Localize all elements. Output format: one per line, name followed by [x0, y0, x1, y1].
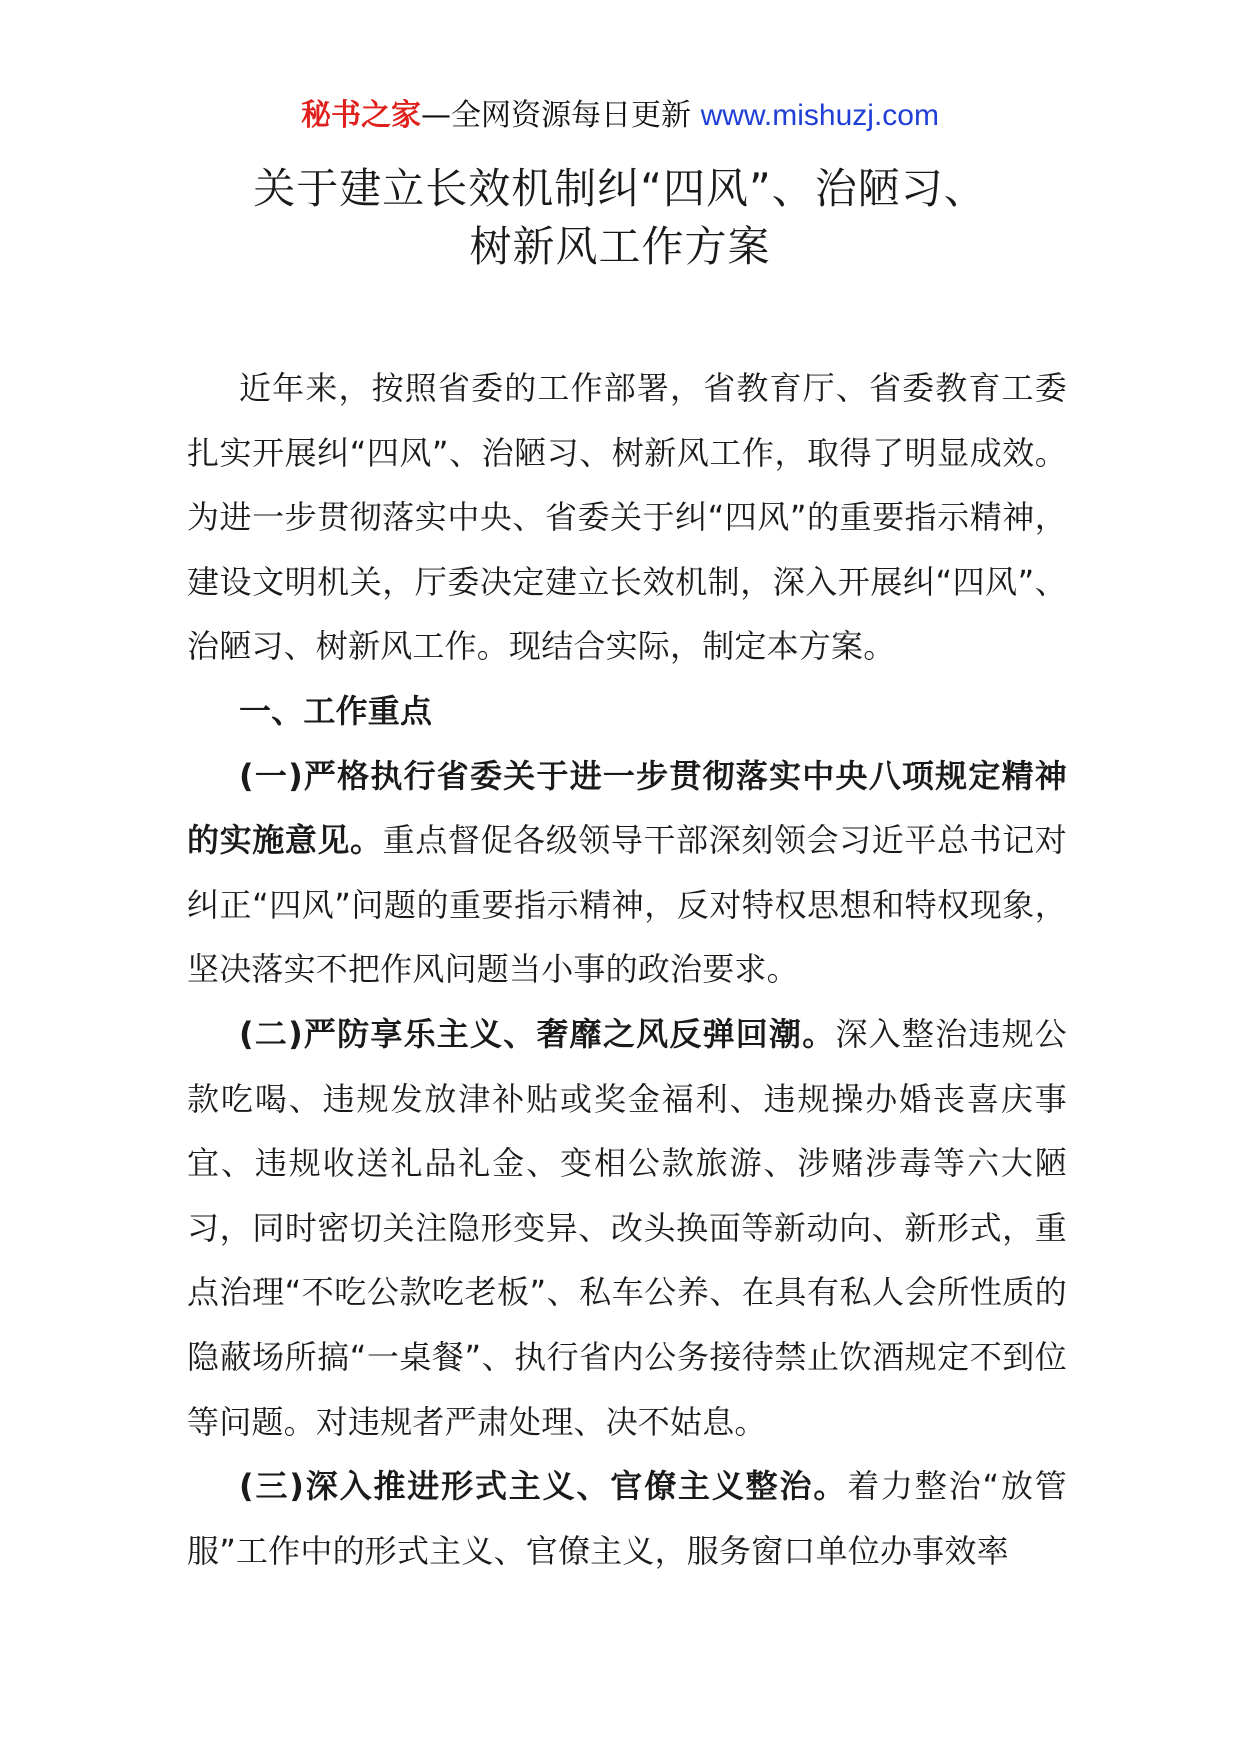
title-line-2: 树新风工作方案 — [469, 222, 771, 271]
website-link[interactable]: www.mishuzj.com — [700, 99, 939, 132]
document-body — [187, 356, 1067, 1583]
item-1-paragraph — [187, 744, 1067, 1002]
item-2-paragraph — [187, 1002, 1067, 1454]
item-2-heading: (二)严防享乐主义、奢靡之风反弹回潮。 — [239, 1014, 836, 1053]
item-3-heading: (三)深入推进形式主义、官僚主义整治。 — [239, 1467, 848, 1506]
brand-name: 秘书之家 — [301, 98, 422, 133]
item-1-text: 重点督促各级领导干部深刻领会习近平总书记对纠正“四风”问题的重要指示精神，反对特权思想和特权现象，坚决落实不把作风问题当小事的政治要求。 — [187, 821, 1068, 989]
item-1-heading: (一)严格执行省委关于进一步贯彻落实中央八项规定精神的实施意见。 — [187, 756, 1067, 860]
section-heading: 一、工作重点 — [239, 691, 433, 730]
intro-paragraph: 近年来，按照省委的工作部署，省教育厅、省委教育工委扎实开展纠“四风”、治陋习、树新风工作，取得了明显成效。为进一步贯彻落实中央、省委关于纠“四风”的重要指示精神，建设文明机关，厅委决定建立长效机制，深入开展纠“四风”、治陋习、树新风工作。现结合实际，制定本方案。 — [187, 369, 1067, 666]
item-3-text: 着力整治“放管服”工作中的形式主义、官僚主义，服务窗口单位办事效率 — [187, 1467, 1067, 1570]
title-line-1: 关于建立长效机制纠“四风”、治陋习、 — [253, 164, 987, 213]
item-2-text: 深入整治违规公款吃喝、违规发放津补贴或奖金福利、违规操办婚丧喜庆事宜、违规收送礼品礼金、变相公款旅游、涉赌涉毒等六大陋习，同时密切关注隐形变异、改头换面等新动向、新形式，重点治理“不吃公款吃老板”、私车公养、在具有私人会所性质的隐蔽场所搞“一桌餐”、执行省内公务接待禁止饮酒规定不到位等问题。对违规者严肃处理、决不姑息。 — [187, 1014, 1067, 1441]
site-banner — [0, 96, 1240, 136]
banner-tagline: —全网资源每日更新 — [421, 98, 701, 133]
document-title — [0, 160, 1240, 276]
item-3-paragraph — [187, 1454, 1067, 1583]
